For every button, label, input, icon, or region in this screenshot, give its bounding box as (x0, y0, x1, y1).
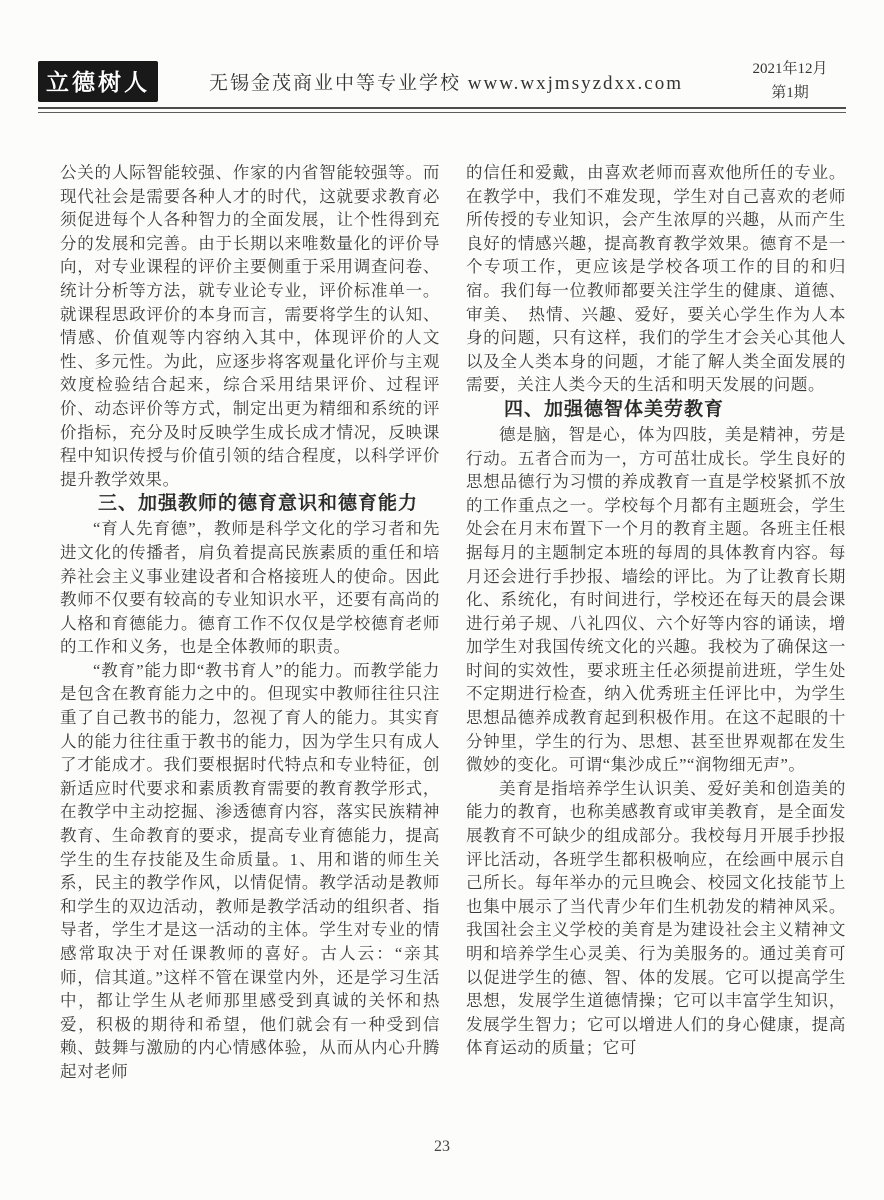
article-body (60, 161, 846, 1084)
page-header (38, 58, 846, 104)
paragraph: 的信任和爱戴，由喜欢老师而喜欢他所任的专业。在教学中，我们不难发现，学生对自己喜欢的老师所传授的专业知识，会产生浓厚的兴趣，从而产生良好的情感兴趣，提高教育教学效果。德育不是一个专项工作，更应该是学校各项工作的目的和归宿。我们每一位教师都要关注学生的健康、道德、审美、 热情、兴趣、爱好，要关心学生作为人本身的问题，只有这样，我们的学生才会关心其他人以及全人类本身的问题，才能了解人类全面发展的需要，关注人类今天的生活和明天发展的问题。 (466, 163, 846, 395)
page-number: 23 (434, 1138, 450, 1155)
issue-number: 第1期 (771, 85, 809, 101)
header-divider (38, 107, 846, 113)
paragraph: 德是脑，智是心，体为四肢，美是精神，劳是行动。五者合而为一，方可茁壮成长。学生良好的思想品德行为习惯的养成教育一直是学校紧抓不放的工作重点之一。学校每个月都有主题班会，学生处会在月末布置下一个月的教育主题。各班主任根据每月的主题制定本班的每周的具体教育内容。每月还会进行手抄报、墙绘的评比。为了让教育长期化、系统化，有时间进行，学校还在每天的晨会课进行弟子规、八礼四仪、六个好等内容的诵读，增加学生对我国传统文化的兴趣。我校为了确保这一时间的实效性，要求班主任必须提前进班，学生处不定期进行检查，纳入优秀班主任评比中，为学生思想品德养成教育起到积极作用。在这不起眼的十分钟里，学生的行为、思想、甚至世界观都在发生微妙的变化。可谓“集沙成丘”“润物细无声”。 (466, 424, 846, 775)
left-column (60, 161, 440, 1084)
school-name: 无锡金茂商业中等专业学校 www.wxjmsyzdxx.com (209, 72, 683, 94)
paragraph: 美育是指培养学生认识美、爱好美和创造美的能力的教育，也称美感教育或审美教育，是全面发展教育不可缺少的组成部分。我校每月开展手抄报评比活动，各班学生都积极响应，在绘画中展示自己所长。每年举办的元旦晚会、校园文化技能节上也集中展示了当代青少年们生机勃发的精神风采。我国社会主义学校的美育是为建设社会主义精神文明和培养学生心灵美、行为美服务的。通过美育可以促进学生的德、智、体的发展。它可以提高学生思想，发展学生道德情操；它可以丰富学生知识，发展学生智力；它可以增进人们的身心健康，提高体育运动的质量；它可 (466, 778, 846, 1058)
paragraph: “育人先育德”，教师是科学文化的学习者和先进文化的传播者，肩负着提高民族素质的重任和培养社会主义事业建设者和合格接班人的使命。因此教师不仅要有较高的专业知识水平，还要有高尚的人格和育德能力。德育工作不仅仅是学校德育老师的工作和义务，也是全体教师的职责。 (60, 519, 440, 657)
right-column (466, 161, 846, 1084)
section-heading: 四、加强德智体美劳教育 (504, 398, 725, 420)
paragraph: 公关的人际智能较强、作家的内省智能较强等。而现代社会是需要各种人才的时代，这就要求教育必须促进每个人各种智力的全面发展，让个性得到充分的发展和完善。由于长期以来唯数量化的评价导向，对专业课程的评价主要侧重于采用调查问卷、统计分析等方法，就专业论专业，评价标准单一。就课程思政评价的本身而言，需要将学生的认知、情感、价值观等内容纳入其中，体现评价的人文性、多元性。为此，应逐步将客观量化评价与主观效度检验结合起来，综合采用结果评价、过程评价、动态评价等方式，制定出更为精细和系统的评价指标，充分及时反映学生成长成才情况，反映课程中知识传授与价值引领的结合程度，以科学评价提升教学效果。 (60, 163, 440, 489)
section-heading: 三、加强教师的德育意识和德育能力 (98, 493, 419, 515)
issue-date: 2021年12月 (752, 61, 828, 77)
paragraph: “教育”能力即“教书育人”的能力。而教学能力是包含在教育能力之中的。但现实中教师往往只注重了自己教书的能力，忽视了育人的能力。其实育人的能力往往重于教书的能力，因为学生只有成人了才能成才。我们要根据时代特点和专业特征，创新适应时代要求和素质教育需要的教育教学形式，在教学中主动挖掘、渗透德育内容，落实民族精神教育、生命教育的要求，提高专业育德能力，提高学生的生存技能及生命质量。1、用和谐的师生关系，民主的教学作风，以情促情。教学活动是教师和学生的双边活动，教师是教学活动的组织者、指导者，学生才是这一活动的主体。学生对专业的情感常取决于对任课教师的喜好。古人云：“亲其师，信其道。”这样不管在课堂内外，还是学习生活中，都让学生从老师那里感受到真诚的关怀和热爱，积极的期待和希望，他们就会有一种受到信赖、鼓舞与激励的内心情感体验，从而从内心升腾起对老师 (60, 660, 440, 1081)
masthead-logo (38, 61, 158, 102)
issue-info (734, 57, 846, 105)
page-footer (0, 1138, 884, 1156)
logo-text: 立德树人 (46, 68, 150, 95)
